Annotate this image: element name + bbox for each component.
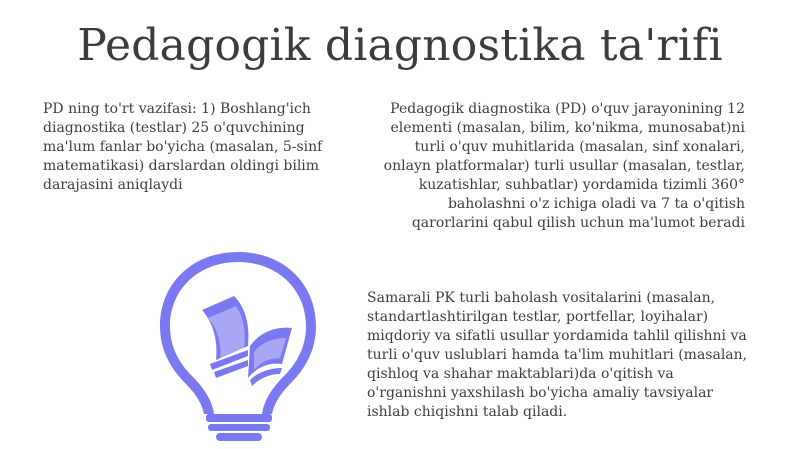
right-text-block: Pedagogik diagnostika (PD) o'quv jarayonining 12 elementi (masalan, bilim, ko'nikma, munosabat)ni turli o'quv muhitlarida (masalan, sinf xonalari, onlayn platformalar) turli usullar (masalan, testlar, kuzatishlar, suhbatlar) yordamida tizimli 360° baholashni o'z ichiga oladi va 7 ta o'qitish qarorlarini qabul qilish uchun ma'lumot beradi [383,101,745,231]
lightbulb-with-book-icon [150,248,325,443]
left-text-block: PD ning to'rt vazifasi: 1) Boshlang'ich diagnostika (testlar) 25 o'quvchining ma'lum fanlar bo'yicha (masalan, 5-sinf matematikasi) darslardan oldingi bilim darajasini aniqlaydi [43,101,323,193]
bottom-text-block: Samarali PK turli baholash vositalarini (masalan, standartlashtirilgan testlar, portfellar, loyihalar) miqdoriy va sifatli usullar yordamida tahlil qilishni va turli o'quv uslublari hamda ta'lim muhitlari (masalan, qishloq va shahar maktablari)da o'qitish va o'rganishni yaxshilash bo'yicha amaliy tavsiyalar ishlab chiqishni talab qiladi. [367,290,748,420]
slide-title: Pedagogik diagnostika ta'rifi [77,20,723,71]
